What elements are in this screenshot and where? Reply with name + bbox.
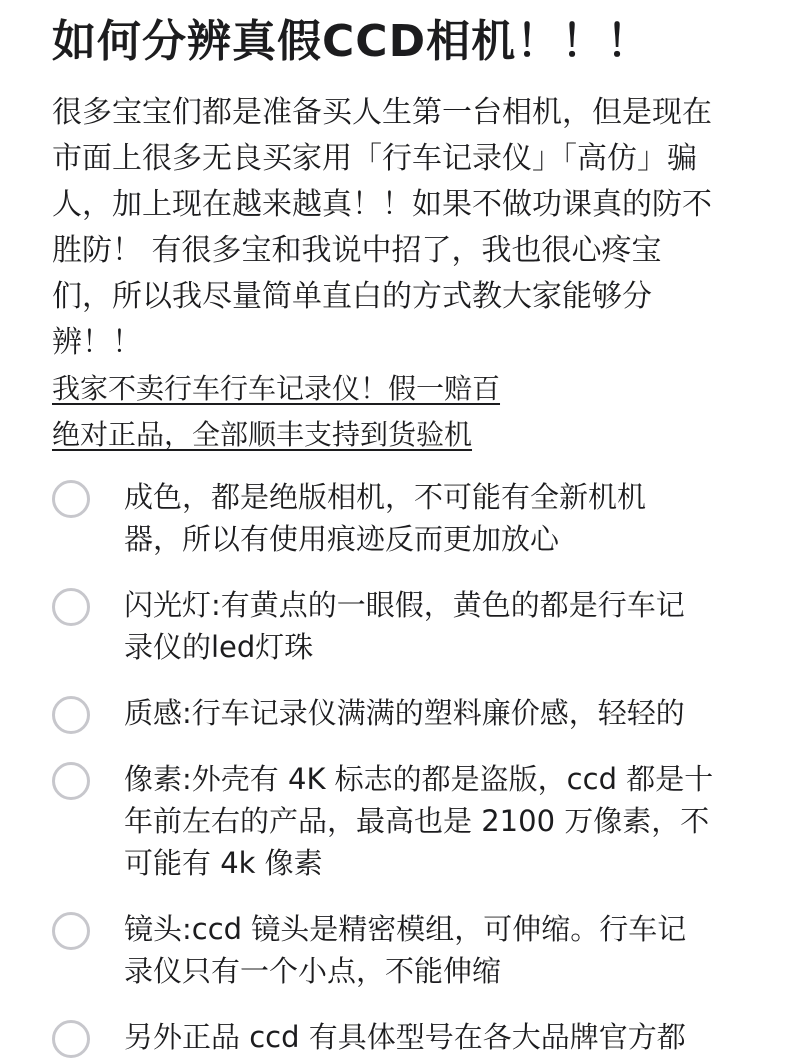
checklist-line: 可能有 4k 像素	[124, 846, 323, 880]
intro-line: 辨！！	[52, 325, 142, 360]
underlined-line: 我家不卖行车行车记录仪！假一赔百	[52, 372, 501, 405]
checklist-line: 像素:外壳有 4K 标志的都是盗版，ccd 都是十	[124, 762, 714, 796]
checklist-line: 年前左右的产品，最高也是 2100 万像素，不	[124, 804, 710, 838]
intro-line: 胜防！ 有很多宝和我说中招了，我也很心疼宝	[52, 233, 662, 268]
checklist-line: 录仪只有一个小点，不能伸缩	[124, 954, 502, 988]
intro-line: 很多宝宝们都是准备买人生第一台相机，但是现在	[52, 95, 712, 130]
checklist-item	[52, 758, 748, 884]
checkbox-circle-icon[interactable]	[52, 912, 90, 950]
checklist-item-text[interactable]	[124, 692, 740, 734]
checklist-item	[52, 1016, 748, 1058]
checkbox-circle-icon[interactable]	[52, 762, 90, 800]
checklist-line: 闪光灯:有黄点的一眼假，黄色的都是行车记	[124, 588, 685, 622]
checkbox-circle-icon[interactable]	[52, 480, 90, 518]
checklist-line: 另外正品 ccd 有具体型号在各大品牌官方都	[124, 1020, 686, 1054]
checklist-item-text[interactable]	[124, 758, 740, 884]
intro-line: 人，加上现在越来越真！！如果不做功课真的防不	[52, 187, 712, 222]
intro-line: 们，所以我尽量简单直白的方式教大家能够分	[52, 279, 652, 314]
checkbox-circle-icon[interactable]	[52, 588, 90, 626]
checklist-line: 录仪的led灯珠	[124, 630, 314, 664]
checklist-line: 器，所以有使用痕迹反而更加放心	[124, 522, 560, 556]
checklist-line: 镜头:ccd 镜头是精密模组，可伸缩。行车记	[124, 912, 687, 946]
intro-paragraph[interactable]	[52, 90, 742, 458]
checklist-item	[52, 692, 748, 734]
checklist	[52, 476, 748, 1058]
checkbox-circle-icon[interactable]	[52, 696, 90, 734]
checkbox-circle-icon[interactable]	[52, 1020, 90, 1058]
intro-line: 市面上很多无良买家用「行车记录仪」「高仿」骗	[52, 141, 697, 176]
underlined-line: 绝对正品，全部顺丰支持到货验机	[52, 418, 473, 451]
checklist-item-text[interactable]	[124, 476, 740, 560]
note-title[interactable]: 如何分辨真假CCD相机！！！	[52, 16, 652, 67]
checklist-item-text[interactable]	[124, 908, 740, 992]
checklist-line: 质感:行车记录仪满满的塑料廉价感，轻轻的	[124, 696, 685, 730]
checklist-item-text[interactable]	[124, 1016, 740, 1058]
checklist-item	[52, 476, 748, 560]
checklist-line: 成色，都是绝版相机，不可能有全新机机	[124, 480, 647, 514]
checklist-item	[52, 584, 748, 668]
checklist-item-text[interactable]	[124, 584, 740, 668]
checklist-item	[52, 908, 748, 992]
